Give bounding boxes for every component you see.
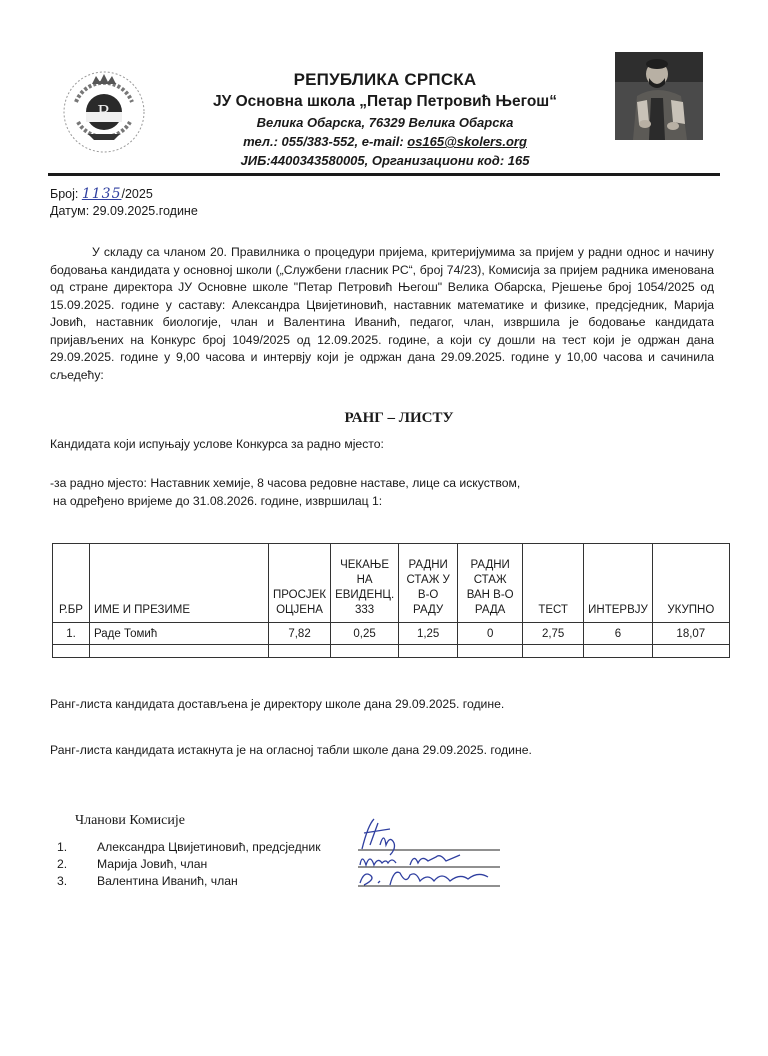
rank-table <box>52 543 730 658</box>
spacer-cell <box>53 645 90 658</box>
table-row <box>53 623 730 645</box>
header-divider <box>48 173 720 176</box>
signatures-icon <box>350 815 505 890</box>
cell-interview: 6 <box>584 623 653 645</box>
cell-total: 18,07 <box>652 623 729 645</box>
committee-member <box>57 857 207 871</box>
spacer-cell <box>90 645 269 658</box>
spacer-cell <box>652 645 729 658</box>
spacer-cell <box>331 645 399 658</box>
phone-label: тел.: 055/383-552, e-mail: <box>243 134 408 149</box>
rank-list-heading: РАНГ – ЛИСТУ <box>344 410 454 426</box>
number-label: Број: <box>50 187 82 201</box>
spacer-cell <box>584 645 653 658</box>
cell-grade-avg: 7,82 <box>269 623 331 645</box>
coat-of-arms-logo-icon <box>56 62 152 158</box>
cell-waiting: 0,25 <box>331 623 399 645</box>
position-line-2: на одређено вријеме до 31.08.2026. године, извршилац 1: <box>53 494 383 508</box>
email-link[interactable]: os165@skolers.org <box>407 134 527 149</box>
posted-statement: Ранг-листа кандидата истакнута је на огласној табли школе дана 29.09.2025. године. <box>50 743 532 757</box>
member-number: 3. <box>57 874 68 888</box>
cell-experience-in: 1,25 <box>399 623 458 645</box>
col-header-waiting: ЧЕКАЊЕ НА ЕВИДЕНЦ. 333 <box>331 544 399 623</box>
member-number: 2. <box>57 857 68 871</box>
col-header-interview: ИНТЕРВЈУ <box>584 544 653 623</box>
col-header-number: Р.БР <box>53 544 90 623</box>
member-name: Марија Јовић, члан <box>97 857 208 871</box>
member-name: Александра Цвијетиновић, предсједник <box>97 840 321 854</box>
handwritten-number: 1135 <box>81 186 122 202</box>
delivered-statement: Ранг-листа кандидата достављена је директору школе дана 29.09.2025. године. <box>50 697 505 711</box>
col-header-grade-avg: ПРОСЈЕК ОЦЈЕНА <box>269 544 331 623</box>
school-address: Велика Обарска, 76329 Велика Обарска <box>256 115 514 130</box>
spacer-cell <box>523 645 584 658</box>
number-suffix: /2025 <box>121 187 153 201</box>
candidates-line: Кандидата који испуњају услове Конкурса за радно мјесто: <box>50 437 384 451</box>
spacer-cell <box>458 645 523 658</box>
member-number: 1. <box>57 840 68 854</box>
spacer-cell <box>269 645 331 658</box>
cell-name: Раде Томић <box>90 623 269 645</box>
member-name: Валентина Иванић, члан <box>97 874 238 888</box>
school-contact <box>170 134 600 149</box>
position-line-1: -за радно мјесто: Наставник хемије, 8 часова редовне наставе, лице са искуством, <box>50 476 521 490</box>
col-header-test: ТЕСТ <box>523 544 584 623</box>
table-spacer-row <box>53 645 730 658</box>
school-ids: ЈИБ:4400343580005, Организациони код: 165 <box>240 153 530 168</box>
header-title: РЕПУБЛИКА СРПСКА <box>293 70 477 89</box>
committee-title: Чланови Комисије <box>75 813 185 828</box>
cell-number: 1. <box>53 623 90 645</box>
committee-member <box>57 840 321 854</box>
spacer-cell <box>399 645 458 658</box>
col-header-experience-out: РАДНИ СТАЖ ВАН В-О РАДА <box>458 544 523 623</box>
portrait-image-icon <box>615 52 703 140</box>
col-header-total: УКУПНО <box>652 544 729 623</box>
document-date: Датум: 29.09.2025.године <box>50 204 198 218</box>
cell-experience-out: 0 <box>458 623 523 645</box>
document-number <box>50 186 153 202</box>
cell-test: 2,75 <box>523 623 584 645</box>
svg-text:R: R <box>97 101 111 123</box>
school-name: ЈУ Основна школа „Петар Петровић Његош“ <box>213 93 557 110</box>
committee-member <box>57 874 238 888</box>
col-header-experience-in: РАДНИ СТАЖ У В-О РАДУ <box>399 544 458 623</box>
intro-paragraph: У складу са чланом 20. Правилника о процедури пријема, критеријумима за пријем у радни однос и начину бодовања кандидата у основној школи („Службени гласник РС“, број 74/23), Комисија за пријем радника именована од стране директора ЈУ Основне школе "Петар Петровић Његош" Велика Обарска, Рјешење број 1054/2025 од 15.09.2025. године у саставу: Александра Цвијетиновић, наставник математике и физике, предсједник, Марија Јовић, наставник биологије, члан и Валентина Иванић, педагог, члан, извршила је бодовање кандидата пријављених на Конкурс број 1049/2025 од 12.09.2025. године, а који су дошли на тест који је одржан дана 29.09.2025. године у 9,00 часова и интервју који је одржан дана 29.09.2025. године у 10,00 часова и сачинила сљедећу: <box>50 245 714 382</box>
table-header-row <box>53 544 730 623</box>
col-header-name: ИМЕ И ПРЕЗИМЕ <box>90 544 269 623</box>
